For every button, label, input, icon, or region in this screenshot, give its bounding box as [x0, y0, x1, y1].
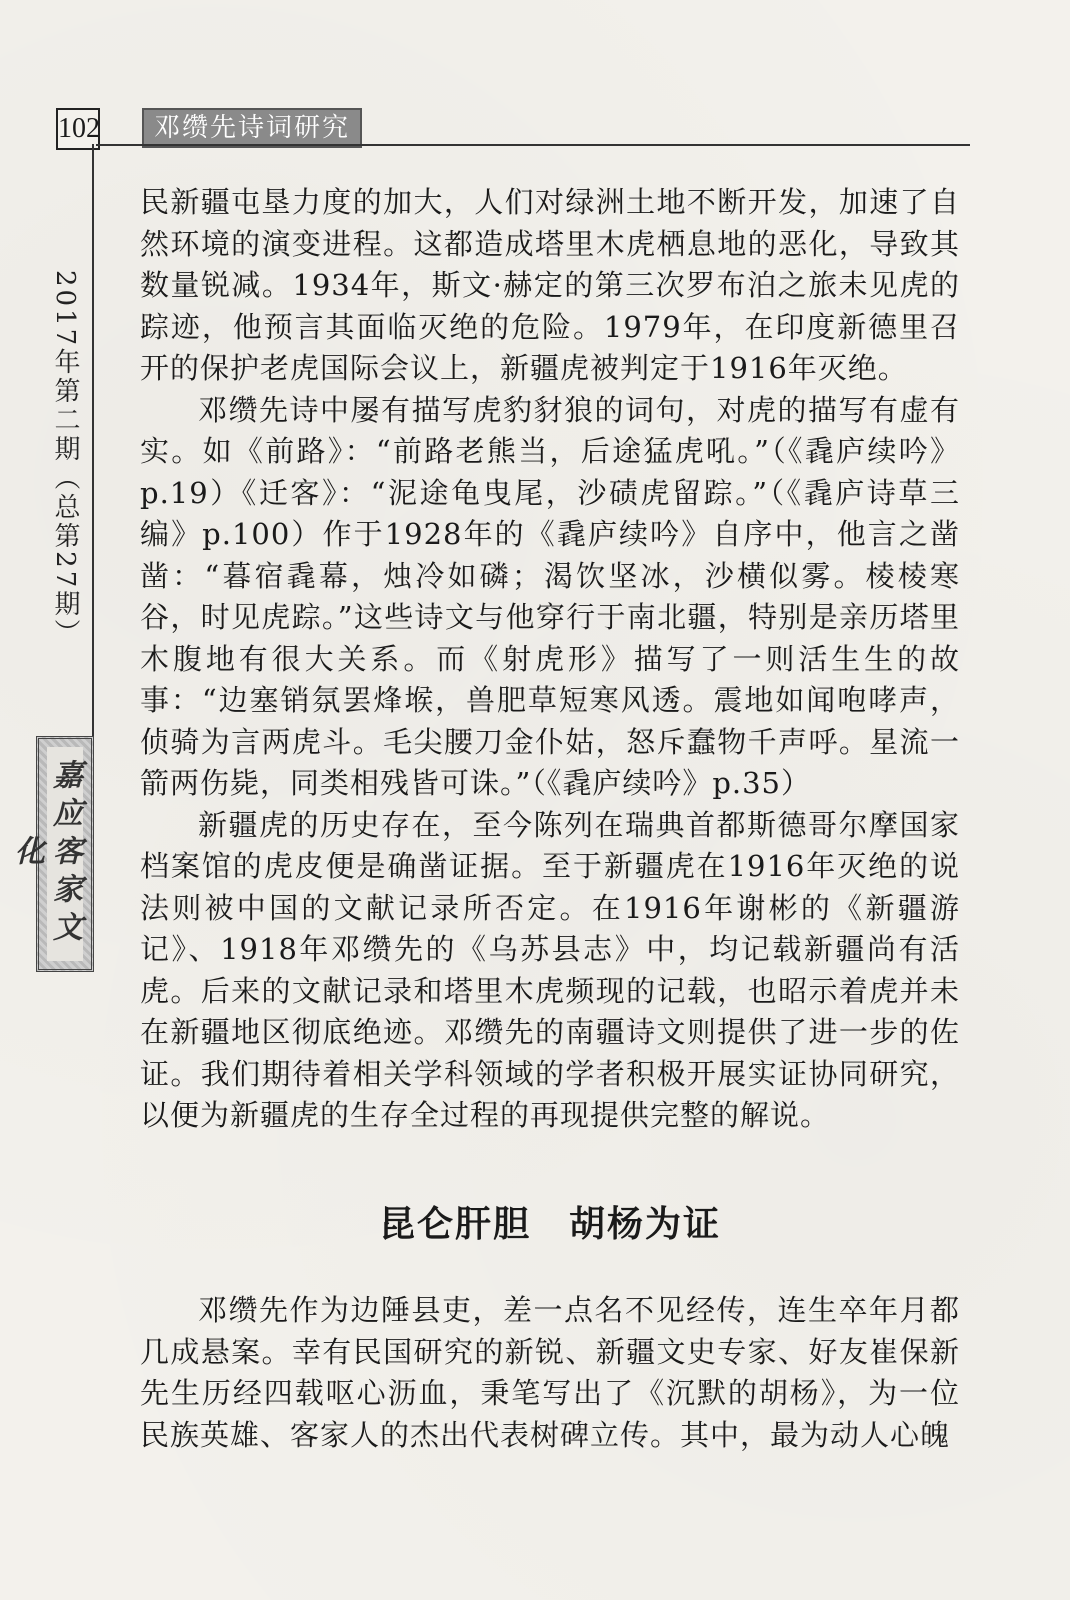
paragraph: 邓缵先作为边陲县吏，差一点名不见经传，连生卒年月都几成悬案。幸有民国研究的新锐、新疆文史专家、好友崔保新先生历经四载呕心沥血，秉笔写出了《沉默的胡杨》，为一位民族英雄、客家人的杰出代表树碑立传。其中，最为动人心魄 [140, 1293, 960, 1452]
section-body [140, 1290, 960, 1456]
journal-logo-text: 嘉应客家文化 [47, 747, 83, 961]
section-heading: 昆仑肝胆 胡杨为证 [378, 1203, 721, 1245]
paragraph: 邓缵先诗中屡有描写虎豹豺狼的词句，对虎的描写有虚有实。如《前路》：“前路老熊当，后途猛虎吼。”（《毳庐续吟》p.19）《迁客》：“泥途龟曳尾，沙碛虎留踪。”（《毳庐诗草三编》p.100）作于1928年的《毳庐续吟》自序中，他言之凿凿：“暮宿毳幕，烛冷如磷；渴饮坚冰，沙横似雾。棱棱寒谷，时见虎踪。”这些诗文与他穿行于南北疆，特别是亲历塔里木腹地有很大关系。而《射虎形》描写了一则活生生的故事：“边塞销氛罢烽堠，兽肥草短寒风透。震地如闻咆哮声，侦骑为言两虎斗。毛尖腰刀金仆姑，怒斥蠢物千声呼。星流一箭两伤毙，同类相残皆可诛。”（《毳庐续吟》p.35） [140, 392, 960, 800]
running-title: 邓缵先诗词研究 [142, 108, 362, 148]
journal-logo [9, 736, 94, 972]
issue-label: 2017年第二期（总第27期） [50, 270, 80, 649]
page-number: 102 [56, 108, 100, 150]
paragraph: 民新疆屯垦力度的加大，人们对绿洲土地不断开发，加速了自然环境的演变进程。这都造成塔里木虎栖息地的恶化，导致其数量锐减。1934年，斯文·赫定的第三次罗布泊之旅未见虎的踪迹，他预言其面临灭绝的危险。1979年，在印度新德里召开的保护老虎国际会议上，新疆虎被判定于1916年灭绝。 [140, 185, 960, 385]
article-body [140, 182, 960, 1137]
side-divider [92, 144, 94, 744]
paragraph: 新疆虎的历史存在，至今陈列在瑞典首都斯德哥尔摩国家档案馆的虎皮便是确凿证据。至于新疆虎在1916年灭绝的说法则被中国的文献记录所否定。在1916年谢彬的《新疆游记》、1918年邓缵先的《乌苏县志》中，均记载新疆尚有活虎。后来的文献记录和塔里木虎频现的记载，也昭示着虎并未在新疆地区彻底绝迹。邓缵先的南疆诗文则提供了进一步的佐证。我们期待着相关学科领域的学者积极开展实证协同研究，以便为新疆虎的生存全过程的再现提供完整的解说。 [140, 807, 960, 1132]
header-divider [96, 144, 970, 146]
